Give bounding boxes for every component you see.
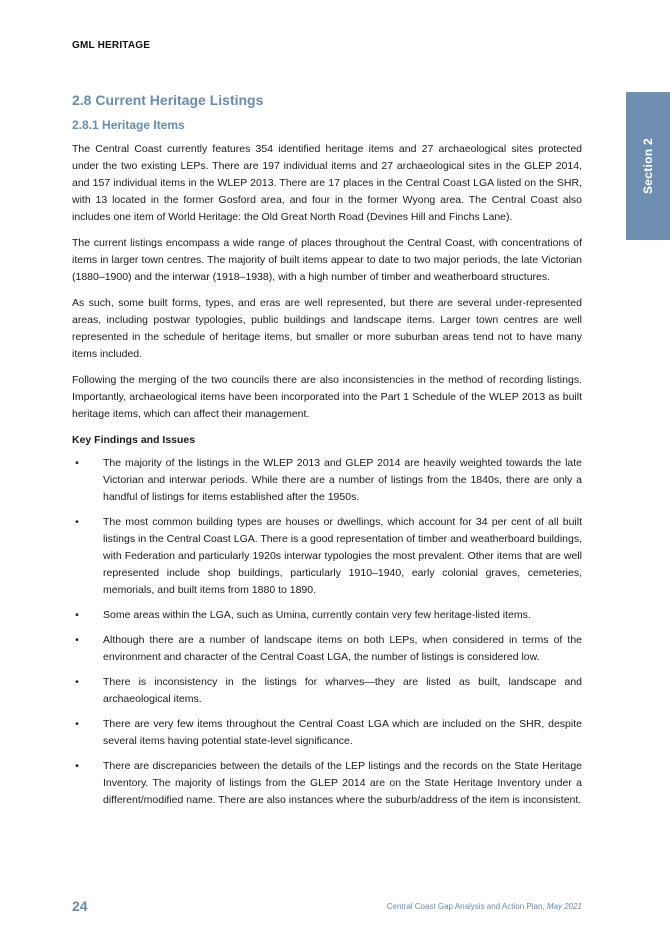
finding-item <box>72 758 582 809</box>
section-tab-label: Section 2 <box>641 137 655 195</box>
finding-item <box>72 607 582 624</box>
finding-item <box>72 716 582 750</box>
bullet-icon: • <box>75 760 79 772</box>
footer-date: May 2021 <box>546 902 582 911</box>
finding-item <box>72 632 582 666</box>
bullet-icon: • <box>75 634 79 646</box>
finding-item <box>72 455 582 506</box>
finding-text: Although there are a number of landscape items on both LEPs, when considered in terms of the environment and character of the Central Coast LGA, the number of listings is considered low. <box>103 634 582 663</box>
body-paragraph: The Central Coast currently features 354 identified heritage items and 27 archaeological sites protected under the two existing LEPs. There are 197 individual items and 27 archaeological sites in the GLEP 2014, and 157 individual items in the WLEP 2013. There are 17 places in the Central Coast LGA listed on the SHR, with 13 located in the former Gosford area, and four in the former Wyong area. The Central Coast also includes one item of World Heritage: the Old Great North Road (Devines Hill and Finchs Lane). <box>72 143 582 223</box>
finding-text: The majority of the listings in the WLEP 2013 and GLEP 2014 are heavily weighted towards the late Victorian and interwar periods. While there are a number of listings from the 1840s, there are only a handful of listings for items established after the 1950s. <box>103 457 582 503</box>
key-findings-heading: Key Findings and Issues <box>72 434 196 446</box>
bullet-icon: • <box>75 609 79 621</box>
footer-document-title <box>387 902 582 911</box>
finding-text: There is inconsistency in the listings for wharves—they are listed as built, landscape and archaeological items. <box>103 676 582 705</box>
body-paragraph: The current listings encompass a wide range of places throughout the Central Coast, with concentrations of items in larger town centres. The majority of built items appear to date to two major periods, the late Victorian (1880–1900) and the interwar (1918–1938), with a high number of timber and weatherboard structures. <box>72 237 582 283</box>
finding-item <box>72 514 582 599</box>
finding-item <box>72 674 582 708</box>
body-paragraph: Following the merging of the two councils there are also inconsistencies in the method of recording listings. Importantly, archaeological items have been incorporated into the Part 1 Schedule of the WLEP 2013 as built heritage items, which can affect their management. <box>72 374 582 420</box>
key-findings-list <box>72 455 582 809</box>
organisation-header: GML HERITAGE <box>72 40 151 51</box>
section-tab <box>626 92 670 240</box>
subsection-heading: 2.8.1 Heritage Items <box>72 118 185 132</box>
document-body <box>72 92 582 817</box>
body-paragraph: As such, some built forms, types, and eras are well represented, but there are several under-represented areas, including postwar typologies, public buildings and landscape items. Larger town centres are well represented in the schedule of heritage items, but smaller or more suburban areas tend not to have many items included. <box>72 297 582 360</box>
bullet-icon: • <box>75 718 79 730</box>
finding-text: There are very few items throughout the Central Coast LGA which are included on the SHR, despite several items having potential state-level significance. <box>103 718 582 747</box>
section-heading: 2.8 Current Heritage Listings <box>72 92 264 108</box>
footer-title-text: Central Coast Gap Analysis and Action Plan, <box>386 902 545 911</box>
page-number: 24 <box>72 898 88 914</box>
finding-text: Some areas within the LGA, such as Umina, currently contain very few heritage-listed items. <box>103 609 531 621</box>
bullet-icon: • <box>75 516 79 528</box>
finding-text: There are discrepancies between the details of the LEP listings and the records on the State Heritage Inventory. The majority of listings from the GLEP 2014 are on the State Heritage Inventory under a different/modified name. There are also instances where the suburb/address of the item is inconsistent. <box>103 760 582 806</box>
bullet-icon: • <box>75 676 79 688</box>
finding-text: The most common building types are houses or dwellings, which account for 34 per cent of all built listings in the Central Coast LGA. There is a good representation of timber and weatherboard buildings, with Federation and particularly 1920s interwar typologies the most prevalent. Other items that are well represented include shop buildings, particularly 1910–1940, early colonial graves, cemeteries, memorials, and built items from 1880 to 1890. <box>103 516 582 596</box>
bullet-icon: • <box>75 457 79 469</box>
